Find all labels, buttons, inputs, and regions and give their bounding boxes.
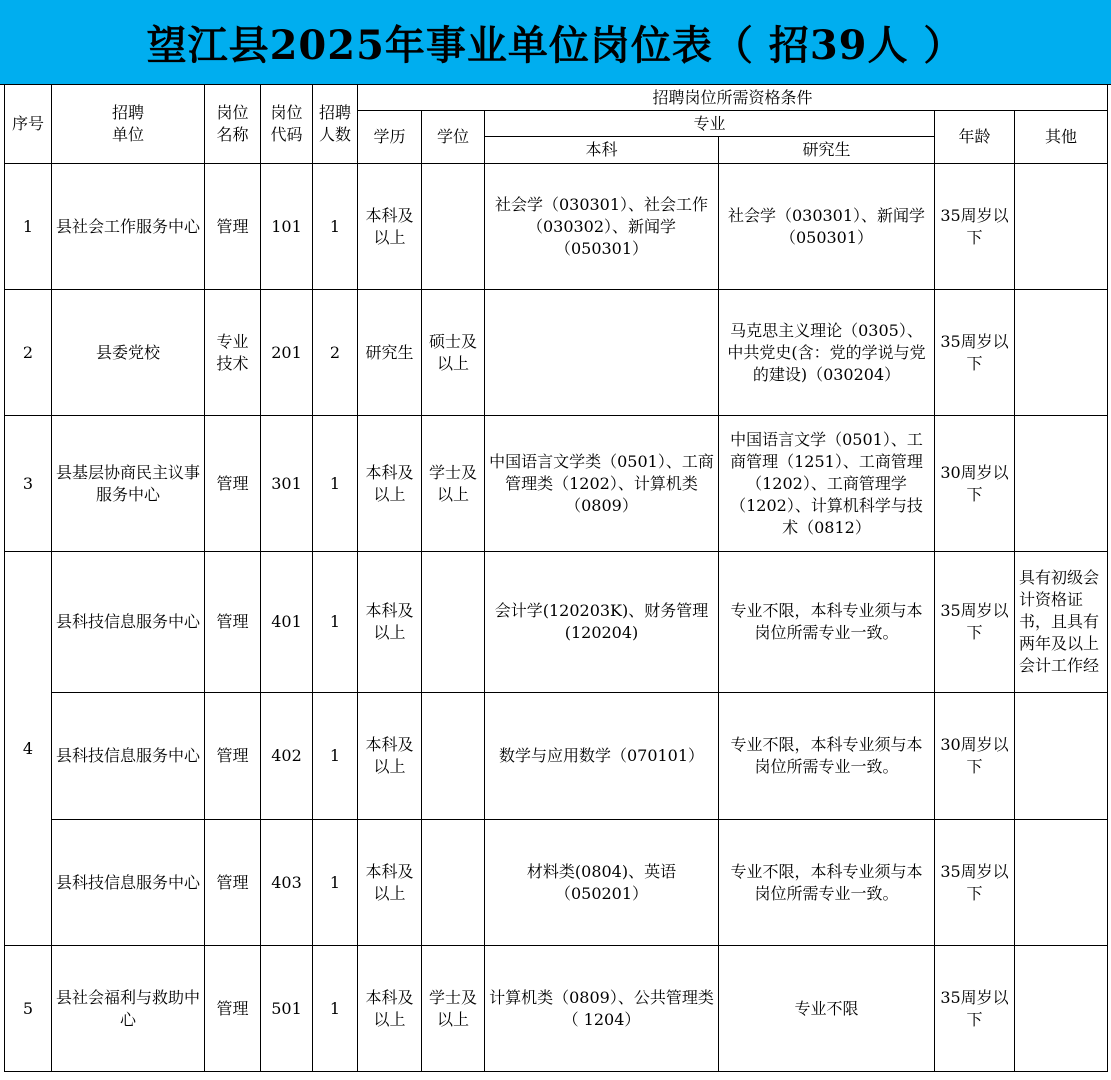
header-undergrad: 本科: [485, 137, 719, 164]
cell-age: 35周岁以下: [935, 946, 1015, 1072]
header-seq: 序号: [5, 85, 52, 164]
cell-unit: 县基层协商民主议事服务中心: [52, 416, 205, 552]
positions-table: [4, 84, 1108, 1072]
cell-count: 1: [313, 552, 358, 693]
table-row: [5, 946, 1108, 1072]
cell-post-code: 501: [261, 946, 313, 1072]
cell-other: [1015, 693, 1108, 820]
cell-post-code: 401: [261, 552, 313, 693]
cell-undergrad: 中国语言文学类（0501）、工商管理类（1202）、计算机类（0809）: [485, 416, 719, 552]
cell-post-code: 402: [261, 693, 313, 820]
cell-graduate: 社会学（030301）、新闻学（050301）: [719, 164, 935, 290]
cell-degree: 硕士及以上: [422, 290, 485, 416]
cell-undergrad: [485, 290, 719, 416]
cell-education: 本科及以上: [358, 552, 422, 693]
cell-graduate: 专业不限: [719, 946, 935, 1072]
cell-post-code: 201: [261, 290, 313, 416]
cell-other: [1015, 164, 1108, 290]
cell-graduate: 专业不限，本科专业须与本岗位所需专业一致。: [719, 552, 935, 693]
cell-graduate: 马克思主义理论（0305）、中共党史(含：党的学说与党的建设)（030204）: [719, 290, 935, 416]
cell-undergrad: 会计学(120203K)、财务管理(120204): [485, 552, 719, 693]
header-count: 招聘 人数: [313, 85, 358, 164]
cell-education: 本科及以上: [358, 693, 422, 820]
cell-post-name: 管理: [205, 693, 261, 820]
cell-undergrad: 数学与应用数学（070101）: [485, 693, 719, 820]
cell-undergrad: 计算机类（0809）、公共管理类（ 1204）: [485, 946, 719, 1072]
cell-age: 35周岁以下: [935, 164, 1015, 290]
cell-other: [1015, 290, 1108, 416]
cell-post-name: 管理: [205, 164, 261, 290]
cell-post-name: 管理: [205, 416, 261, 552]
header-unit: 招聘 单位: [52, 85, 205, 164]
table-row: [5, 290, 1108, 416]
cell-seq: 3: [5, 416, 52, 552]
header-major: 专业: [485, 111, 935, 137]
cell-post-name: 管理: [205, 552, 261, 693]
cell-degree: [422, 693, 485, 820]
cell-seq: 5: [5, 946, 52, 1072]
cell-degree: [422, 552, 485, 693]
header-qualifications: 招聘岗位所需资格条件: [358, 85, 1108, 111]
cell-age: 35周岁以下: [935, 552, 1015, 693]
table-row: [5, 552, 1108, 693]
cell-graduate: 专业不限，本科专业须与本岗位所需专业一致。: [719, 820, 935, 946]
header-post-code: 岗位 代码: [261, 85, 313, 164]
cell-degree: 学士及以上: [422, 946, 485, 1072]
cell-other: 具有初级会计资格证书，且具有两年及以上会计工作经: [1015, 552, 1108, 693]
cell-seq: 1: [5, 164, 52, 290]
cell-undergrad: 社会学（030301）、社会工作（030302）、新闻学（050301）: [485, 164, 719, 290]
header-other: 其他: [1015, 111, 1108, 164]
cell-education: 本科及以上: [358, 416, 422, 552]
cell-undergrad: 材料类(0804)、英语（050201）: [485, 820, 719, 946]
cell-post-name: 管理: [205, 946, 261, 1072]
page-title: 望江县2025年事业单位岗位表（ 招39人 ）: [146, 21, 965, 69]
header-education: 学历: [358, 111, 422, 164]
header-post-name: 岗位 名称: [205, 85, 261, 164]
cell-education: 本科及以上: [358, 946, 422, 1072]
cell-degree: [422, 164, 485, 290]
cell-graduate: 中国语言文学（0501）、工商管理（1251）、工商管理（1202）、工商管理学（1202）、计算机科学与技术（0812）: [719, 416, 935, 552]
cell-age: 35周岁以下: [935, 290, 1015, 416]
header-degree: 学位: [422, 111, 485, 164]
cell-count: 2: [313, 290, 358, 416]
table-row: [5, 416, 1108, 552]
cell-other: [1015, 416, 1108, 552]
cell-count: 1: [313, 946, 358, 1072]
cell-seq: 4: [5, 552, 52, 946]
cell-education: 本科及以上: [358, 820, 422, 946]
cell-unit: 县科技信息服务中心: [52, 820, 205, 946]
cell-education: 研究生: [358, 290, 422, 416]
cell-unit: 县科技信息服务中心: [52, 693, 205, 820]
table-row: [5, 820, 1108, 946]
cell-age: 30周岁以下: [935, 416, 1015, 552]
cell-other: [1015, 820, 1108, 946]
cell-count: 1: [313, 693, 358, 820]
cell-age: 35周岁以下: [935, 820, 1015, 946]
cell-degree: [422, 820, 485, 946]
cell-unit: 县社会工作服务中心: [52, 164, 205, 290]
cell-unit: 县社会福利与救助中心: [52, 946, 205, 1072]
cell-graduate: 专业不限，本科专业须与本岗位所需专业一致。: [719, 693, 935, 820]
cell-seq: 2: [5, 290, 52, 416]
cell-age: 30周岁以下: [935, 693, 1015, 820]
cell-post-code: 101: [261, 164, 313, 290]
cell-post-name: 专业技术: [205, 290, 261, 416]
cell-count: 1: [313, 416, 358, 552]
cell-degree: 学士及以上: [422, 416, 485, 552]
cell-count: 1: [313, 820, 358, 946]
cell-count: 1: [313, 164, 358, 290]
header-graduate: 研究生: [719, 137, 935, 164]
cell-education: 本科及以上: [358, 164, 422, 290]
table-row: [5, 693, 1108, 820]
cell-other: [1015, 946, 1108, 1072]
header-age: 年龄: [935, 111, 1015, 164]
cell-post-name: 管理: [205, 820, 261, 946]
title-banner: [0, 0, 1111, 85]
cell-post-code: 301: [261, 416, 313, 552]
cell-post-code: 403: [261, 820, 313, 946]
cell-unit: 县委党校: [52, 290, 205, 416]
cell-unit: 县科技信息服务中心: [52, 552, 205, 693]
table-row: [5, 164, 1108, 290]
